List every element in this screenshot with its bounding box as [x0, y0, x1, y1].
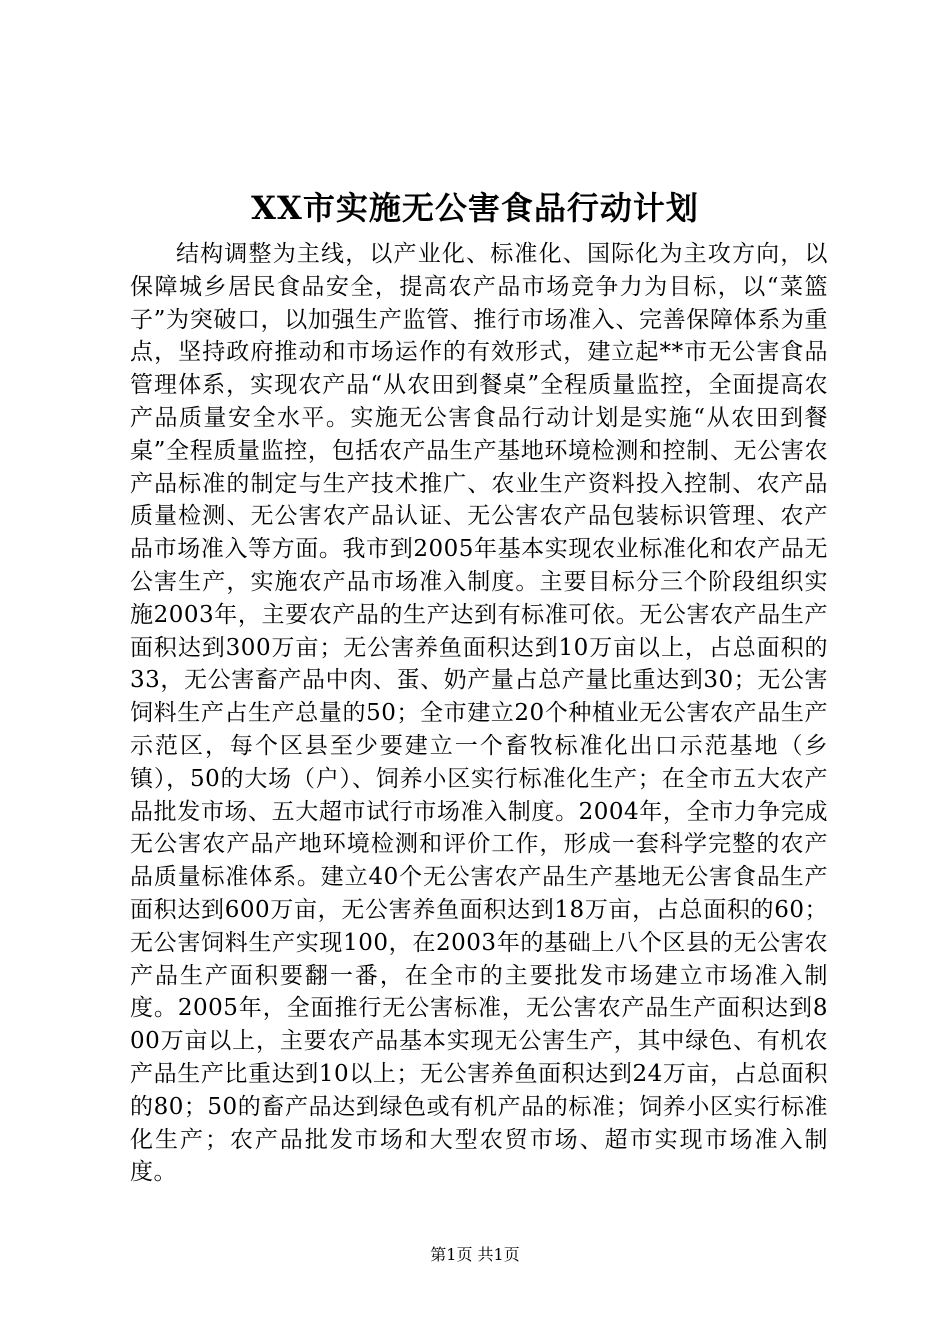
document-title: XX市实施无公害食品行动计划: [251, 189, 699, 227]
document-body-paragraph: 结构调整为主线，以产业化、标准化、国际化为主攻方向，以保障城乡居民食品安全，提高农产品市场竞争力为目标，以“菜篮子”为突破口，以加强生产监管、推行市场准入、完善保障体系为重点，坚持政府推动和市场运作的有效形式，建立起**市无公害食品管理体系，实现农产品“从农田到餐桌”全程质量监控，全面提高农产品质量安全水平。实施无公害食品行动计划是实施“从农田到餐桌”全程质量监控，包括农产品生产基地环境检测和控制、无公害农产品标准的制定与生产技术推广、农业生产资料投入控制、农产品质量检测、无公害农产品认证、无公害农产品包装标识管理、农产品市场准入等方面。我市到2005年基本实现农业标准化和农产品无公害生产，实施农产品市场准入制度。主要目标分三个阶段组织实施2003年，主要农产品的生产达到有标准可依。无公害农产品生产面积达到300万亩；无公害养鱼面积达到10万亩以上，占总面积的33，无公害畜产品中肉、蛋、奶产量占总产量比重达到30；无公害饲料生产占生产总量的50；全市建立20个种植业无公害农产品生产示范区，每个区县至少要建立一个畜牧标准化出口示范基地（乡镇），50的大场（户）、饲养小区实行标准化生产；在全市五大农产品批发市场、五大超市试行市场准入制度。2004年，全市力争完成无公害农产品产地环境检测和评价工作，形成一套科学完整的农产品质量标准体系。建立40个无公害农产品生产基地无公害食品生产面积达到600万亩，无公害养鱼面积达到18万亩，占总面积的60；无公害饲料生产实现100，在2003年的基础上八个区县的无公害农产品生产面积要翻一番，在全市的主要批发市场建立市场准入制度。2005年，全面推行无公害标准，无公害农产品生产面积达到800万亩以上，主要农产品基本实现无公害生产，其中绿色、有机农产品生产比重达到10以上；无公害养鱼面积达到24万亩，占总面积的80；50的畜产品达到绿色或有机产品的标准；饲养小区实行标准化生产；农产品批发市场和大型农贸市场、超市实现市场准入制度。: [130, 241, 828, 1186]
page-number-footer: 第1页 共1页: [430, 1245, 520, 1264]
